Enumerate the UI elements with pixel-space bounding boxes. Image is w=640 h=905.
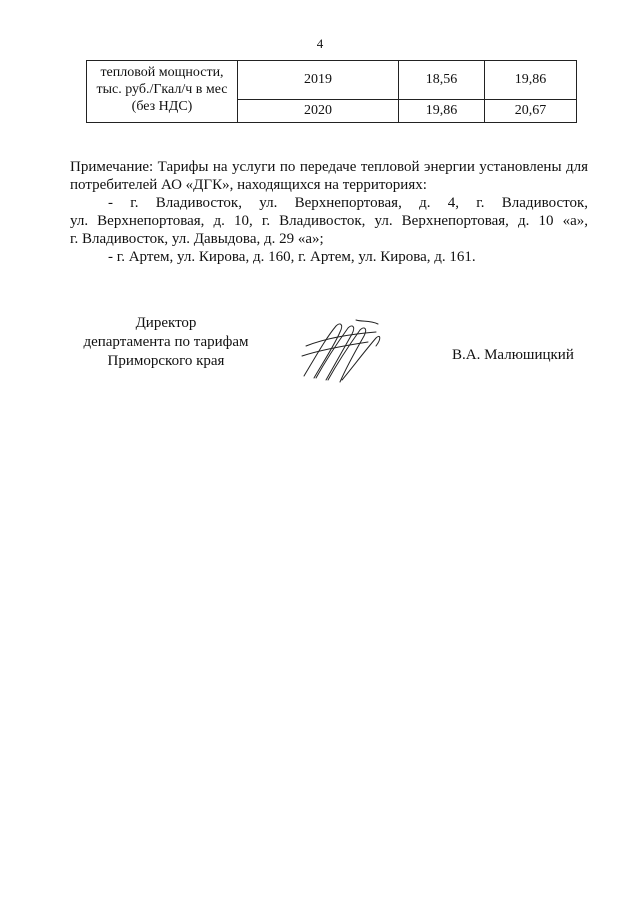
signer-name: В.А. Малюшицкий	[452, 347, 574, 363]
table-cell-value: 20,67	[485, 100, 577, 123]
handwritten-signature	[296, 316, 386, 386]
signatory-title-line: департамента по тарифам	[83, 334, 249, 350]
table-cell-value: 19,86	[485, 61, 577, 100]
table-label-line: тепловой мощности,	[100, 65, 224, 80]
table-label-line: тыс. руб./Гкал/ч в мес	[96, 82, 228, 97]
signatory-title-line: Приморского края	[107, 353, 225, 369]
table-cell-value: 18,56	[399, 61, 485, 100]
table-label-cell	[87, 61, 238, 123]
table-row	[87, 61, 577, 100]
page-number: 4	[316, 36, 324, 51]
note-section	[70, 158, 588, 266]
note-line: Примечание: Тарифы на услуги по передаче тепловой энергии установлены для	[70, 159, 588, 175]
note-item-line: - г. Артем, ул. Кирова, д. 160, г. Артем, ул. Кирова, д. 161.	[108, 249, 476, 265]
signatory-title-line: Директор	[135, 315, 197, 331]
note-item-line: - г. Владивосток, ул. Верхнепортовая, д. 4, г. Владивосток,	[108, 195, 588, 211]
signatory-title	[66, 314, 266, 371]
note-line: потребителей АО «ДГК», находящихся на территориях:	[70, 177, 427, 193]
table-label-line: (без НДС)	[131, 99, 193, 114]
note-item-line: ул. Верхнепортовая, д. 10, г. Владивосток, ул. Верхнепортовая, д. 10 «а»,	[70, 213, 588, 229]
table-cell-year: 2020	[238, 100, 399, 123]
tariff-table	[86, 60, 577, 123]
table-cell-year: 2019	[238, 61, 399, 100]
note-item-line: г. Владивосток, ул. Давыдова, д. 29 «а»;	[70, 231, 324, 247]
table-cell-value: 19,86	[399, 100, 485, 123]
